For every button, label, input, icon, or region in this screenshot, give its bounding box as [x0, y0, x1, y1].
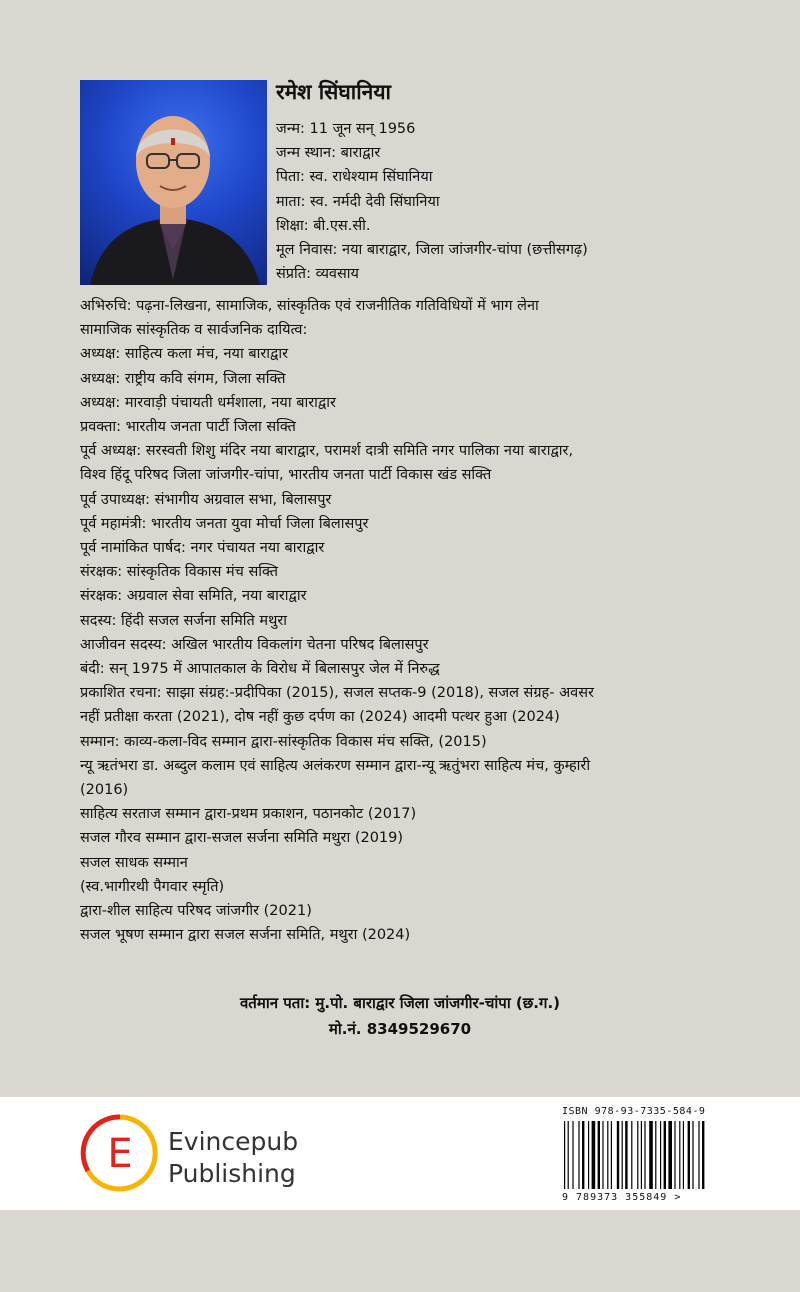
detail-birthplace: जन्म स्थान: बाराद्वार — [276, 145, 381, 162]
body-line: सामाजिक सांस्कृतिक व सार्वजनिक दायित्व: — [80, 322, 308, 339]
author-details — [276, 117, 786, 286]
body-line: अध्यक्ष: राष्ट्रीय कवि संगम, जिला सक्ति — [80, 370, 286, 387]
body-line: न्यू ऋतंभरा डा. अब्दुल कलाम एवं साहित्य अलंकरण सम्मान द्वारा-न्यू ऋतुंभरा साहित्य मंच, कुम्हारी — [80, 757, 591, 774]
body-line: द्वारा-शील साहित्य परिषद जांजगीर (2021) — [80, 903, 312, 920]
address-line: वर्तमान पता: मु.पो. बाराद्वार जिला जांजगीर-चांपा (छ.ग.) — [239, 994, 561, 1012]
body-line: सम्मान: काव्य-कला-विद सम्मान द्वारा-सांस्कृतिक विकास मंच सक्ति, (2015) — [80, 733, 487, 750]
body-line: प्रवक्ता: भारतीय जनता पार्टी जिला सक्ति — [80, 419, 296, 436]
body-line: पूर्व उपाध्यक्ष: संभागीय अग्रवाल सभा, बिलासपुर — [80, 491, 332, 508]
detail-birth: जन्म: 11 जून सन् 1956 — [276, 121, 416, 137]
body-line: बंदी: सन् 1975 में आपातकाल के विरोध में बिलासपुर जेल में निरुद्ध — [80, 661, 440, 678]
body-line: सजल गौरव सम्मान द्वारा-सजल सर्जना समिति मथुरा (2019) — [80, 830, 404, 847]
publisher-name-line1: Evincepub — [168, 1127, 299, 1156]
phone-number: मो.नं. 8349529670 — [328, 1020, 472, 1038]
body-line: आजीवन सदस्य: अखिल भारतीय विकलांग चेतना परिषद बिलासपुर — [80, 636, 429, 653]
detail-education: शिक्षा: बी.एस.सी. — [276, 217, 371, 234]
address-block — [0, 990, 800, 1042]
biography-body — [80, 294, 780, 947]
body-line: अध्यक्ष: साहित्य कला मंच, नया बाराद्वार — [80, 346, 289, 363]
body-line: सजल भूषण सम्मान द्वारा सजल सर्जना समिति, मथुरा (2024) — [80, 927, 411, 944]
isbn-label: ISBN 978-93-7335-584-9 — [562, 1106, 706, 1117]
author-photo — [80, 80, 267, 285]
body-line: अभिरुचि: पढ़ना-लिखना, सामाजिक, सांस्कृतिक एवं राजनीतिक गतिविधियों में भाग लेना — [80, 298, 539, 314]
body-line: पूर्व महामंत्री: भारतीय जनता युवा मोर्चा जिला बिलासपुर — [80, 515, 369, 532]
author-name: रमेश सिंघानिया — [276, 80, 391, 104]
isbn-barcode-number: 9 789373 355849 > — [562, 1192, 682, 1203]
detail-occupation: संप्रति: व्यवसाय — [276, 266, 359, 283]
publisher-logo-icon — [80, 1113, 160, 1197]
body-line: पूर्व नामांकित पार्षद: नगर पंचायत नया बाराद्वार — [80, 540, 325, 557]
body-line: संरक्षक: अग्रवाल सेवा समिति, नया बाराद्वार — [80, 588, 307, 605]
logo-letter: E — [107, 1131, 133, 1177]
body-line: अध्यक्ष: मारवाड़ी पंचायती धर्मशाला, नया बाराद्वार — [80, 394, 336, 411]
detail-residence: मूल निवास: नया बाराद्वार, जिला जांजगीर-चांपा (छत्तीसगढ़) — [276, 242, 588, 259]
body-line: प्रकाशित रचना: साझा संग्रह:-प्रदीपिका (2015), सजल सप्तक-9 (2018), सजल संग्रह- अवसर — [80, 685, 594, 702]
body-line: सदस्य: हिंदी सजल सर्जना समिति मथुरा — [80, 612, 288, 629]
isbn-barcode — [562, 1121, 714, 1191]
body-line: नहीं प्रतीक्षा करता (2021), दोष नहीं कुछ दर्पण का (2024) आदमी पत्थर हुआ (2024) — [80, 709, 560, 726]
body-line: सजल साधक सम्मान — [80, 854, 188, 871]
body-line: (2016) — [80, 782, 129, 799]
body-line: विश्व हिंदू परिषद जिला जांजगीर-चांपा, भारतीय जनता पार्टी विकास खंड सक्ति — [80, 467, 492, 484]
detail-father: पिता: स्व. राधेश्याम सिंघानिया — [276, 169, 433, 186]
body-line: पूर्व अध्यक्ष: सरस्वती शिशु मंदिर नया बाराद्वार, परामर्श दात्री समिति नगर पालिका नया बाराद्वार, — [80, 443, 574, 460]
body-line: (स्व.भागीरथी पैगवार स्मृति) — [80, 878, 225, 895]
back-cover-footer — [0, 1097, 800, 1210]
detail-mother: माता: स्व. नर्मदी देवी सिंघानिया — [276, 193, 440, 210]
publisher-name-line2: Publishing — [168, 1159, 296, 1188]
body-line: साहित्य सरताज सम्मान द्वारा-प्रथम प्रकाशन, पठानकोट (2017) — [80, 806, 417, 823]
body-line: संरक्षक: सांस्कृतिक विकास मंच सक्ति — [80, 564, 279, 581]
